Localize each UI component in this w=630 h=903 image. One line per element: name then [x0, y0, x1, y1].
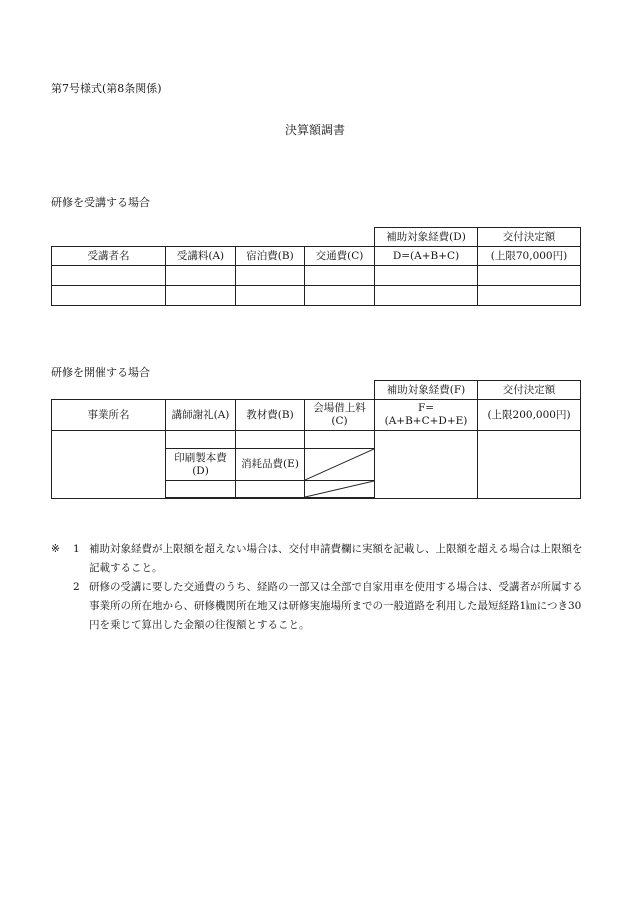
note-mark: ※: [51, 543, 60, 555]
decision-header: 交付決定額: [478, 228, 581, 247]
cell: [52, 266, 166, 286]
cell: [166, 481, 236, 498]
note-text: 研修の受講に要した交通費のうち、経路の一部又は全部で自家用車を使用する場合は、受講者が所属する事業所の所在地から、研修機関所在地又は研修実施場所までの一般道路を利用した最短経路1㎞につき30円を乗じて算出した金額の往復額とすること。: [89, 581, 583, 631]
cell: [478, 266, 581, 286]
col-formula-f: F=(A+B+C+D+E): [375, 400, 478, 431]
col-materials: 教材費(B): [236, 400, 305, 431]
table-row: [52, 266, 581, 286]
section1-heading: 研修を受講する場合: [51, 196, 150, 209]
cell: [236, 498, 305, 499]
cell: [305, 498, 375, 499]
decision-amount-cell: [478, 431, 581, 499]
cell: [166, 286, 236, 306]
cell: [236, 431, 305, 449]
note-item: [51, 578, 591, 635]
note-number: 1: [73, 543, 80, 555]
decision-header: 交付決定額: [478, 381, 581, 400]
cell: [478, 286, 581, 306]
cell: [166, 498, 236, 499]
note-item: [51, 540, 591, 578]
col-formula-d: D=(A+B+C): [375, 247, 478, 266]
cell: [52, 286, 166, 306]
label-printing: 印刷製本費(D): [166, 449, 236, 481]
form-number: 第7号様式(第8条関係): [51, 82, 162, 95]
col-lodging: 宿泊費(B): [236, 247, 305, 266]
note-text: 補助対象経費が上限額を超えない場合は、交付申請費欄に実額を記載し、上限額を超える場合は上限額を記載すること。: [89, 543, 583, 574]
subsidy-header: 補助対象経費(D): [375, 228, 478, 247]
cell: [166, 431, 236, 449]
cell: [236, 286, 305, 306]
col-limit-200000: (上限200,000円): [478, 400, 581, 431]
cell: [166, 266, 236, 286]
attendance-table: [51, 227, 581, 306]
office-name-cell: [52, 431, 166, 499]
col-limit-70000: (上限70,000円): [478, 247, 581, 266]
col-lecturer-fee: 講師謝礼(A): [166, 400, 236, 431]
cell: [305, 286, 375, 306]
col-tuition: 受講料(A): [166, 247, 236, 266]
cell: [305, 431, 375, 449]
label-consumables: 消耗品費(E): [236, 449, 305, 481]
table-row: [52, 286, 581, 306]
cell: [305, 266, 375, 286]
col-office-name: 事業所名: [52, 400, 166, 431]
section2-heading: 研修を開催する場合: [51, 366, 150, 379]
subsidy-total-cell: [375, 431, 478, 499]
document-title: 決算額調書: [284, 123, 345, 137]
crossed-out-cell: [305, 481, 375, 498]
crossed-out-cell: [305, 449, 375, 481]
note-number: 2: [73, 581, 80, 593]
cell: [375, 266, 478, 286]
col-venue-rental: 会場借上料(C): [305, 400, 375, 431]
subsidy-header: 補助対象経費(F): [375, 381, 478, 400]
notes: [51, 540, 591, 635]
cell: [236, 266, 305, 286]
cell: [236, 481, 305, 498]
diagonal-line: [305, 481, 374, 497]
col-trainee-name: 受講者名: [52, 247, 166, 266]
diagonal-line: [305, 449, 374, 480]
col-transport: 交通費(C): [305, 247, 375, 266]
cell: [375, 286, 478, 306]
hosting-table: [51, 380, 581, 499]
